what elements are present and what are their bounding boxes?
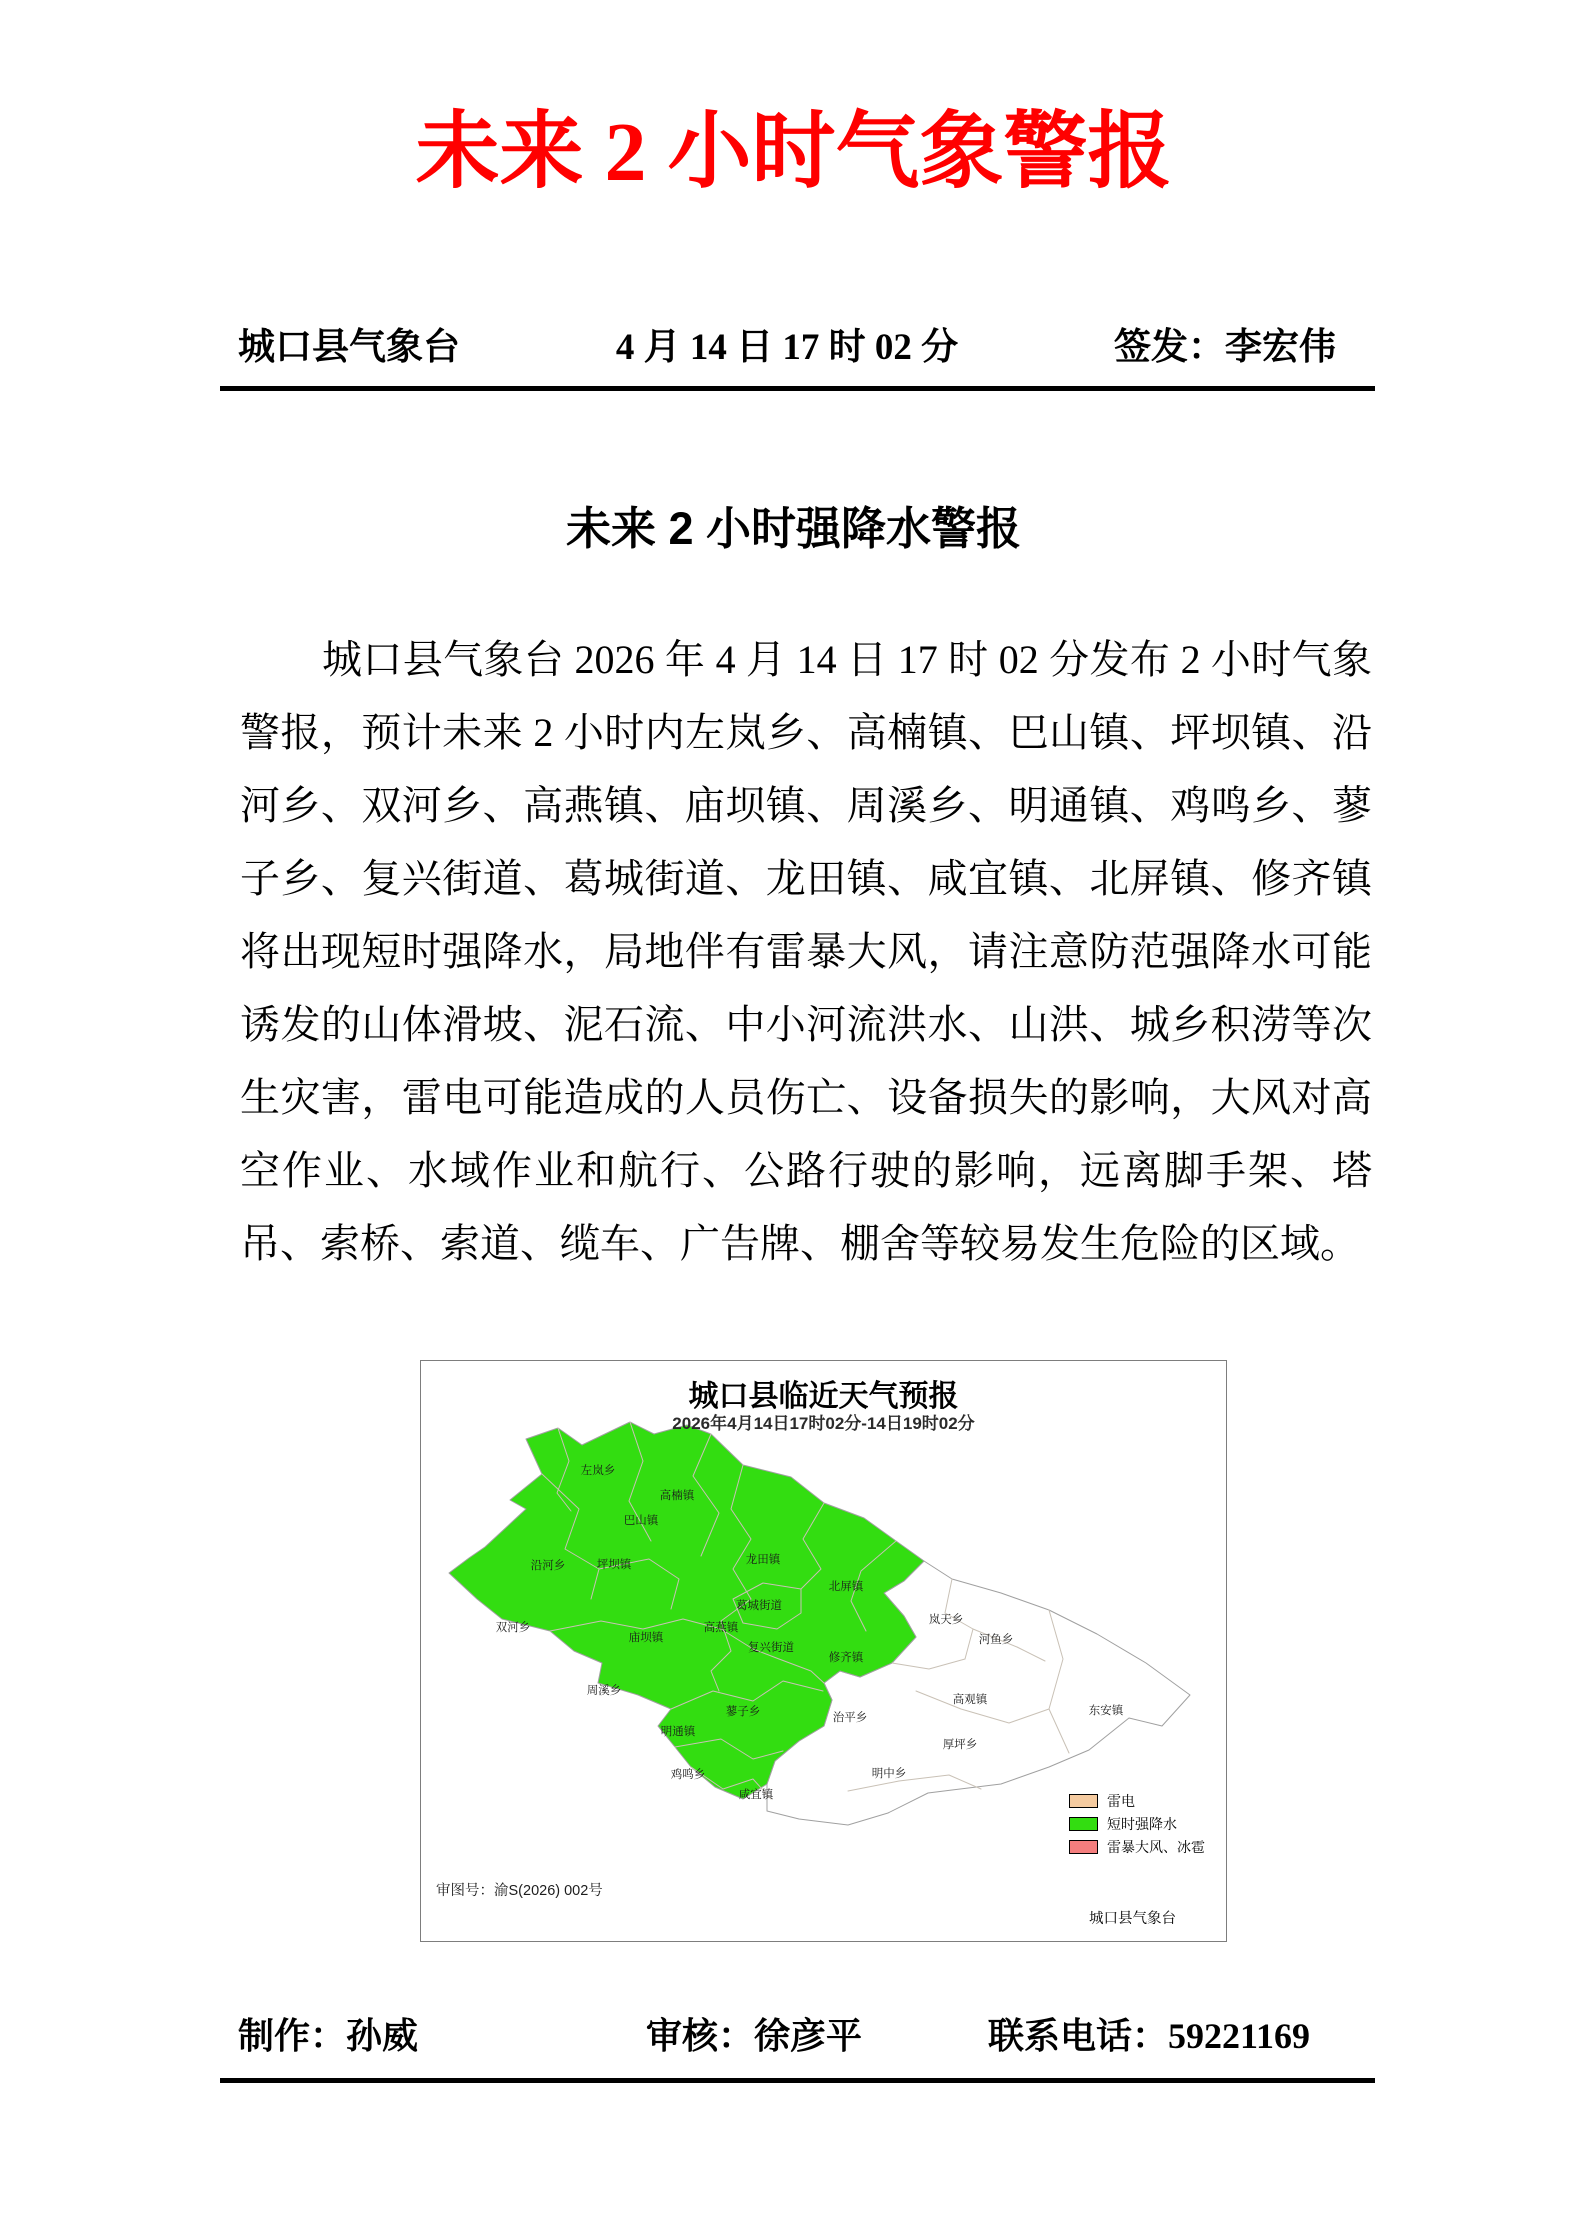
legend-color-swatch: [1069, 1817, 1098, 1831]
town-label: 治平乡: [832, 1712, 868, 1724]
town-label: 周溪乡: [586, 1685, 622, 1697]
town-label: 修齐镇: [828, 1652, 864, 1664]
footer-reviewer: 审核：徐彦平: [646, 2016, 863, 2056]
town-label: 高观镇: [952, 1694, 988, 1706]
map-title: 城口县临近天气预报: [688, 1380, 959, 1413]
town-label: 岚天乡: [928, 1614, 964, 1626]
town-label: 咸宜镇: [738, 1789, 774, 1801]
town-label: 高楠镇: [659, 1490, 695, 1502]
town-label: 鸡鸣乡: [670, 1769, 706, 1781]
legend-color-swatch: [1069, 1794, 1098, 1808]
warning-body-paragraph: 城口县气象台 2026 年 4 月 14 日 17 时 02 分发布 2 小时气象警报，预计未来 2 小时内左岚乡、高楠镇、巴山镇、坪坝镇、沿河乡、双河乡、高燕镇、庙坝镇、周溪乡、明通镇、鸡鸣乡、蓼子乡、复兴街道、葛城街道、龙田镇、咸宜镇、北屏镇、修齐镇将出现短时强降水，局地伴有雷暴大风，请注意防范强降水可能诱发的山体滑坡、泥石流、中小河流洪水、山洪、城乡积涝等次生灾害，雷电可能造成的人员伤亡、设备损失的影响，大风对高空作业、水域作业和航行、公路行驶的影响，远离脚手架、塔吊、索桥、索道、缆车、广告牌、棚舍等较易发生危险的区域。: [240, 637, 1372, 1266]
issuer-signature: 签发：李宏伟: [1114, 327, 1336, 368]
section-title: 未来 2 小时强降水警报: [565, 503, 1022, 554]
issue-datetime: 4 月 14 日 17 时 02 分: [615, 327, 959, 368]
forecast-map-panel: [420, 1360, 1227, 1942]
footer-maker: 制作：孙威: [238, 2016, 419, 2056]
legend-row: [1069, 1814, 1205, 1834]
map-approval-number: 审图号：渝S(2026) 002号: [436, 1883, 603, 1899]
legend-label: 短时强降水: [1107, 1818, 1177, 1833]
footer-phone: 联系电话：59221169: [988, 2016, 1311, 2056]
town-label: 东安镇: [1088, 1705, 1124, 1717]
town-label: 龙田镇: [745, 1554, 781, 1566]
town-label: 左岚乡: [580, 1465, 616, 1477]
map-legend: [1069, 1791, 1205, 1860]
legend-label: 雷暴大风、冰雹: [1107, 1841, 1205, 1856]
town-label: 葛城街道: [736, 1600, 782, 1612]
town-label: 明中乡: [871, 1768, 907, 1780]
town-label: 北屏镇: [828, 1581, 864, 1593]
legend-row: [1069, 1837, 1205, 1857]
town-label: 高燕镇: [703, 1622, 739, 1634]
town-label: 明通镇: [660, 1726, 696, 1738]
footer-divider: [220, 2078, 1375, 2083]
town-label: 双河乡: [495, 1622, 531, 1634]
town-label: 沿河乡: [530, 1560, 566, 1572]
map-valid-period: 2026年4月14日17时02分-14日19时02分: [672, 1414, 975, 1433]
town-label: 河鱼乡: [978, 1634, 1014, 1646]
document-header: [238, 316, 1336, 370]
page-title: 未来 2 小时气象警报: [415, 106, 1172, 199]
legend-row: [1069, 1791, 1205, 1811]
map-credit: 城口县气象台: [1089, 1911, 1176, 1927]
town-label: 复兴街道: [748, 1642, 794, 1654]
legend-color-swatch: [1069, 1840, 1098, 1854]
town-label: 巴山镇: [623, 1515, 659, 1527]
town-label: 蓼子乡: [725, 1706, 761, 1718]
issuing-station: 城口县气象台: [238, 327, 460, 368]
town-label: 庙坝镇: [628, 1632, 664, 1644]
town-label: 厚坪乡: [942, 1739, 978, 1751]
legend-label: 雷电: [1107, 1795, 1135, 1810]
header-divider: [220, 386, 1375, 391]
town-label: 坪坝镇: [596, 1559, 632, 1571]
